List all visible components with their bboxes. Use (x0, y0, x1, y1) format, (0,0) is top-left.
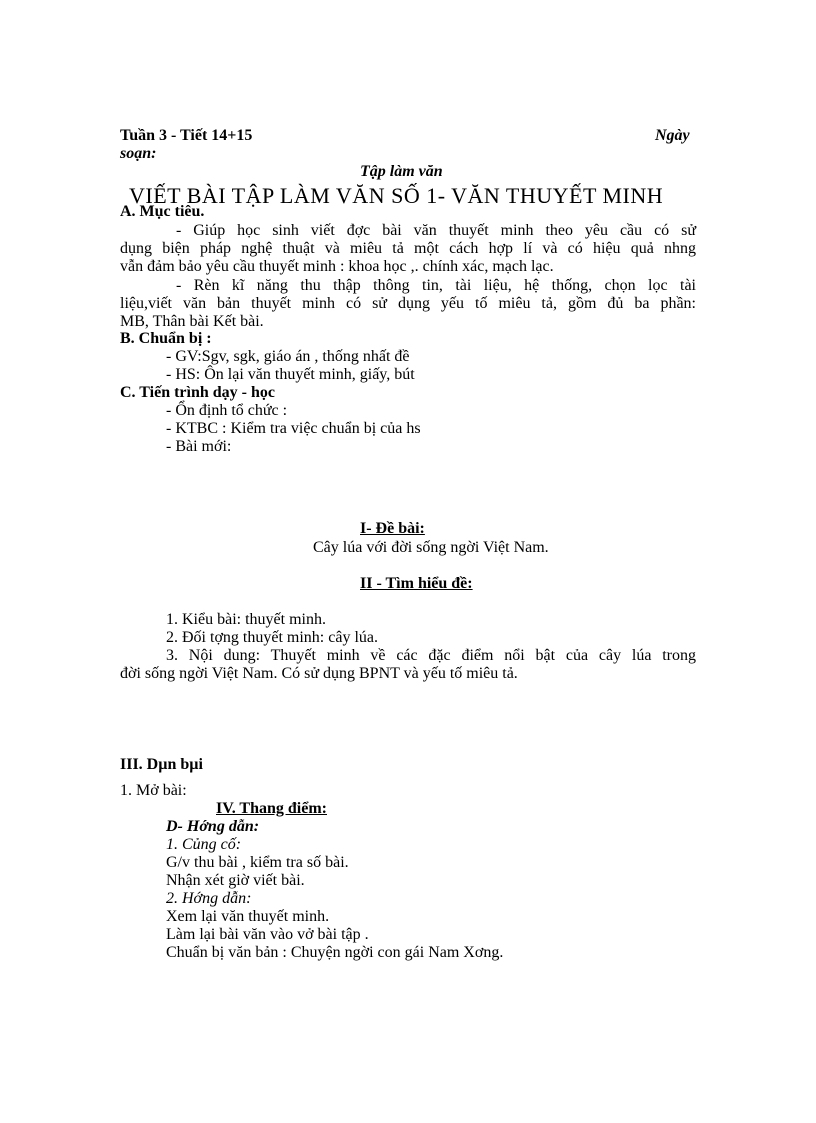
procedure-item-3: - Bài mới: (166, 438, 232, 455)
guidance-sub-2: 2. Hớng dẫn: (166, 890, 252, 907)
week-lesson-label: Tuần 3 - Tiết 14+15 (120, 127, 253, 144)
topic-text: Cây lúa với đời sống ngời Việt Nam. (313, 539, 549, 556)
date-label-cont: soạn: (120, 145, 157, 162)
objective-2-line-2: liệu,viết văn bản thuyết minh có sử dụng yếu tố miêu tả, gồm đủ ba phần: (120, 295, 696, 312)
prep-teacher: - GV:Sgv, sgk, giáo án , thống nhất đề (166, 348, 410, 365)
outline-heading: III. Dµn bµi (120, 756, 203, 773)
analysis-heading: II - Tìm hiểu đề: (360, 575, 473, 592)
objective-2-line-3: MB, Thân bài Kết bài. (120, 313, 264, 330)
objective-1-line-2: dụng biện pháp nghệ thuật và miêu tả một cách hợp lí và có hiệu quả nhng (120, 240, 696, 257)
objective-2-line-1: - Rèn kĩ năng thu thập thông tin, tài liệu, hệ thống, chọn lọc tài (176, 277, 696, 294)
analysis-item-3-line-2: đời sống ngời Việt Nam. Có sử dụng BPNT và yếu tố miêu tả. (120, 665, 518, 682)
section-b-heading: B. Chuẩn bị : (120, 330, 212, 347)
procedure-item-2: - KTBC : Kiểm tra việc chuẩn bị của hs (166, 420, 421, 437)
guidance-sub-1: 1. Củng cố: (166, 836, 242, 853)
analysis-item-3-line-1: 3. Nội dung: Thuyết minh về các đặc điểm nổi bật của cây lúa trong (166, 647, 696, 664)
analysis-item-2: 2. Đối tợng thuyết minh: cây lúa. (166, 629, 378, 646)
guidance-sub-2-line-3: Chuẩn bị văn bản : Chuyện ngời con gái Nam Xơng. (166, 944, 504, 961)
guidance-sub-1-line-2: Nhận xét giờ viết bài. (166, 872, 305, 889)
scoring-heading: IV. Thang điểm: (216, 800, 327, 817)
procedure-item-1: - Ổn định tổ chức : (166, 402, 288, 419)
objective-1-line-1: - Giúp học sinh viết đợc bài văn thuyết minh theo yêu cầu có sử (176, 222, 696, 239)
analysis-item-1: 1. Kiểu bài: thuyết minh. (166, 611, 326, 628)
guidance-sub-2-line-2: Làm lại bài văn vào vở bài tập . (166, 926, 369, 943)
topic-heading: I- Đề bài: (360, 520, 425, 537)
section-a-heading: A. Mục tiêu. (120, 203, 205, 220)
outline-item-1: 1. Mở bài: (120, 782, 187, 799)
guidance-sub-1-line-1: G/v thu bài , kiểm tra số bài. (166, 854, 349, 871)
section-c-heading: C. Tiến trình dạy - học (120, 384, 275, 401)
guidance-sub-2-line-1: Xem lại văn thuyết minh. (166, 908, 330, 925)
objective-1-line-3: vẫn đảm bảo yêu cầu thuyết minh : khoa học ,. chính xác, mạch lạc. (120, 258, 554, 275)
prep-student: - HS: Ôn lại văn thuyết minh, giấy, bút (166, 366, 415, 383)
page-title: VIẾT BÀI TẬP LÀM VĂN SỐ 1- VĂN THUYẾT MINH (129, 183, 664, 208)
subject-label: Tập làm văn (360, 163, 443, 180)
date-label: Ngày (655, 127, 690, 144)
guidance-heading: D- Hớng dẫn: (166, 818, 260, 835)
